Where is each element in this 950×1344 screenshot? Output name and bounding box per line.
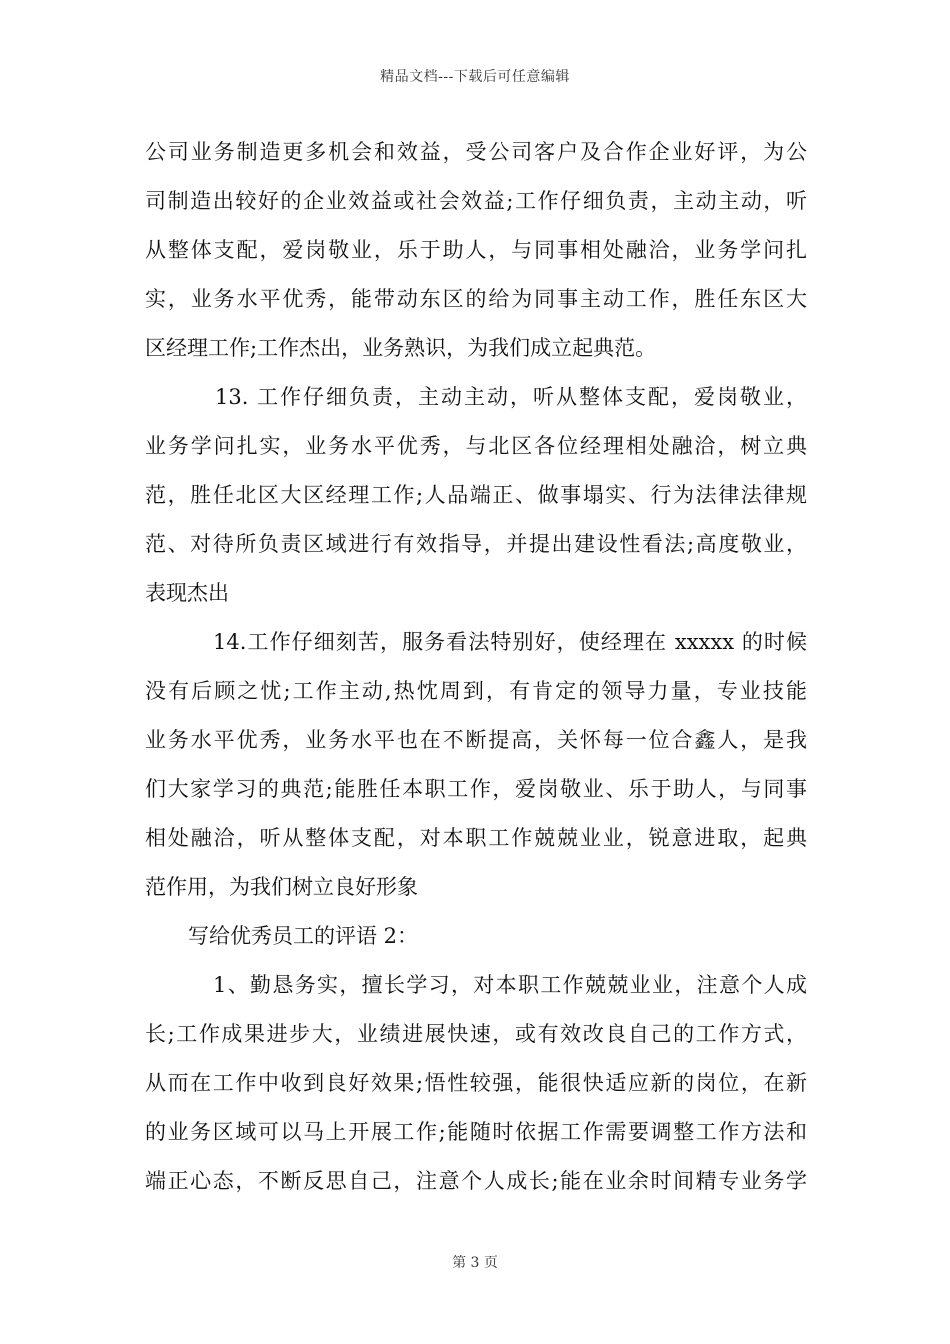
page-number: 第 3 页 <box>452 1255 498 1271</box>
page-header: 精品文档---下载后可任意编辑 <box>380 69 570 85</box>
text-line: 从整体支配，爱岗敬业，乐于助人，与同事相处融洽，业务学问扎 <box>145 238 807 262</box>
text-line: 没有后顾之忧;工作主动,热忱周到，有肯定的领导力量，专业技能 <box>145 679 807 703</box>
text-line: 业务水平优秀，业务水平也在不断提高，关怀每一位合鑫人，是我 <box>145 728 807 752</box>
text-line: 从而在工作中收到良好效果;悟性较强，能很快适应新的岗位，在新 <box>145 1071 807 1095</box>
text-line: 表现杰出 <box>145 581 229 605</box>
text-line: 13. 工作仔细负责，主动主动，听从整体支配，爱岗敬业， <box>215 385 807 409</box>
text-line: 范，胜任北区大区经理工作;人品端正、做事塌实、行为法律法律规 <box>145 483 807 507</box>
text-line: 1、勤恳务实，擅长学习，对本职工作兢兢业业，注意个人成 <box>213 973 807 997</box>
text-line: 相处融洽，听从整体支配，对本职工作兢兢业业，锐意进取，起典 <box>145 826 807 850</box>
text-line: 区经理工作;工作杰出，业务熟识，为我们成立起典范。 <box>145 336 657 360</box>
section-heading: 写给优秀员工的评语 2： <box>188 924 419 948</box>
text-line: 们大家学习的典范;能胜任本职工作，爱岗敬业、乐于助人，与同事 <box>145 777 807 801</box>
text-line: 14.工作仔细刻苦，服务看法特别好，使经理在 xxxxx 的时候 <box>213 630 807 654</box>
text-line: 的业务区域可以马上开展工作;能随时依据工作需要调整工作方法和 <box>145 1120 807 1144</box>
text-line: 范作用，为我们树立良好形象 <box>145 875 418 899</box>
text-line: 长;工作成果进步大，业绩进展快速，或有效改良自己的工作方式， <box>145 1022 807 1046</box>
document-body <box>145 128 807 1206</box>
text-line: 范、对待所负责区域进行有效指导，并提出建设性看法;高度敬业， <box>145 532 807 556</box>
text-line: 端正心态，不断反思自己，注意个人成长;能在业余时间精专业务学 <box>145 1169 807 1193</box>
text-line: 公司业务制造更多机会和效益，受公司客户及合作企业好评，为公 <box>145 140 807 164</box>
text-line: 业务学问扎实，业务水平优秀，与北区各位经理相处融洽，树立典 <box>145 434 807 458</box>
text-line: 司制造出较好的企业效益或社会效益;工作仔细负责，主动主动，听 <box>145 189 807 213</box>
text-line: 实，业务水平优秀，能带动东区的给为同事主动工作，胜任东区大 <box>145 287 807 311</box>
